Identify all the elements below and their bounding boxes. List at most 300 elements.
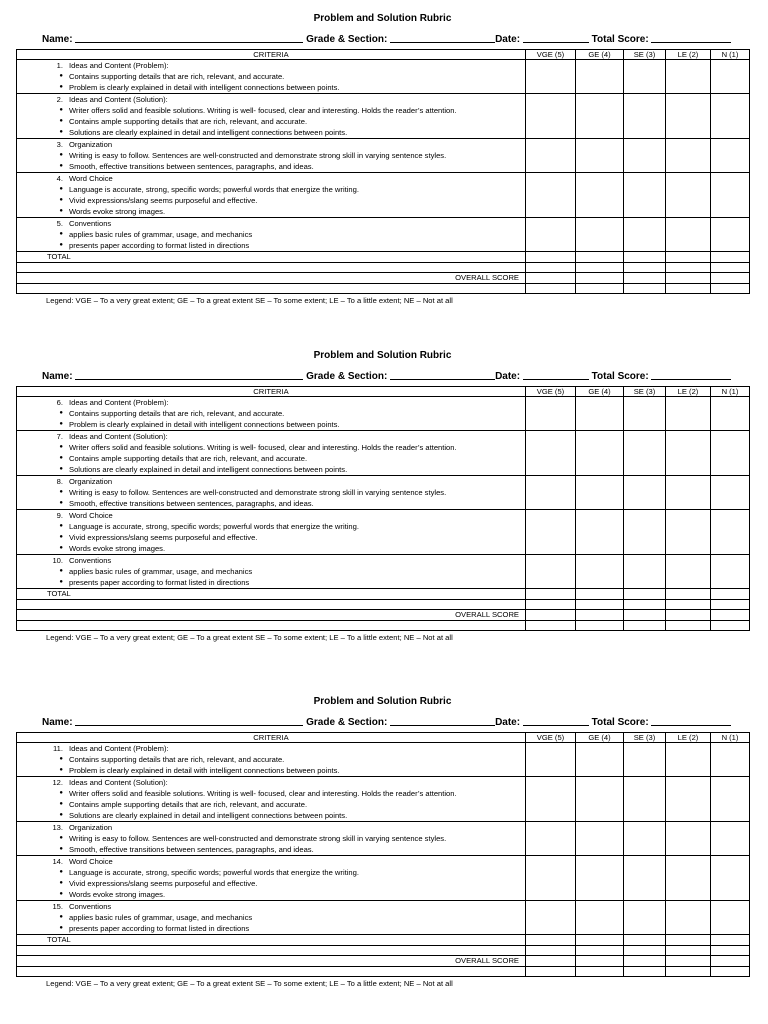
criterion-bullet	[17, 206, 521, 217]
bullet-icon: ●	[59, 107, 63, 113]
score-cell[interactable]	[576, 476, 624, 510]
score-cell[interactable]	[526, 901, 576, 935]
bullet-text: Writing is easy to follow. Sentences are well-constructed and demonstrate strong skill in varying sentence styles.	[69, 488, 447, 497]
column-header-vge: VGE (5)	[526, 387, 576, 397]
score-cell[interactable]	[526, 273, 576, 284]
score-cell[interactable]	[711, 589, 750, 600]
bullet-icon: ●	[59, 914, 63, 920]
score-cell[interactable]	[526, 476, 576, 510]
total-score-label: Total Score:	[591, 717, 649, 728]
score-cell[interactable]	[576, 967, 624, 977]
bullet-text: Writer offers solid and feasible solutions. Writing is well- focused, clear and interesting. Holds the reader’s attention.	[69, 106, 457, 115]
bullet-icon: ●	[59, 523, 63, 529]
total-label: TOTAL	[17, 935, 526, 946]
score-cell[interactable]	[576, 273, 624, 284]
score-cell[interactable]	[576, 555, 624, 589]
score-cell[interactable]	[666, 777, 711, 822]
criterion-heading-text: Organization	[69, 823, 113, 832]
bullet-icon: ●	[59, 801, 63, 807]
score-cell[interactable]	[624, 263, 666, 273]
criterion-heading	[17, 822, 521, 833]
bullet-text: Contains ample supporting details that are rich, relevant, and accurate.	[69, 454, 308, 463]
score-cell[interactable]	[624, 967, 666, 977]
criterion-number: 9.	[56, 511, 63, 520]
score-cell[interactable]	[666, 822, 711, 856]
overall-score-row	[17, 273, 750, 284]
score-cell[interactable]	[624, 610, 666, 621]
score-cell[interactable]	[624, 901, 666, 935]
criteria-cell	[17, 476, 526, 510]
score-cell[interactable]	[576, 777, 624, 822]
score-cell[interactable]	[526, 284, 576, 294]
criterion-heading-text: Word Choice	[69, 857, 113, 866]
criterion-heading	[17, 856, 521, 867]
bullet-text: Vivid expressions/slang seems purposeful and effective.	[69, 196, 258, 205]
criterion-heading	[17, 397, 521, 408]
score-cell[interactable]	[576, 173, 624, 218]
name-blank[interactable]	[75, 369, 303, 380]
date-label: Date:	[495, 371, 521, 382]
bullet-text: Writing is easy to follow. Sentences are well-constructed and demonstrate strong skill in varying sentence styles.	[69, 834, 447, 843]
score-cell[interactable]	[576, 510, 624, 555]
criterion-heading-text: Organization	[69, 477, 113, 486]
bullet-text: Contains ample supporting details that are rich, relevant, and accurate.	[69, 117, 308, 126]
score-cell[interactable]	[526, 777, 576, 822]
bullet-text: applies basic rules of grammar, usage, and mechanics	[69, 567, 253, 576]
score-cell[interactable]	[526, 510, 576, 555]
rubric-table	[16, 386, 750, 631]
grade-section-blank[interactable]	[390, 715, 495, 726]
score-cell[interactable]	[624, 555, 666, 589]
bullet-text: Solutions are clearly explained in detail and intelligent connections between points.	[69, 811, 348, 820]
score-cell[interactable]	[526, 589, 576, 600]
column-header-le: LE (2)	[666, 387, 711, 397]
score-cell[interactable]	[576, 743, 624, 777]
score-cell[interactable]	[666, 263, 711, 273]
criterion-number: 11.	[53, 744, 63, 753]
criteria-cell	[17, 901, 526, 935]
score-cell[interactable]	[711, 218, 750, 252]
bullet-icon: ●	[59, 444, 63, 450]
bullet-icon: ●	[59, 421, 63, 427]
criterion-bullet	[17, 442, 521, 453]
score-cell[interactable]	[624, 284, 666, 294]
score-cell[interactable]	[711, 956, 750, 967]
bullet-text: Problem is clearly explained in detail with intelligent connections between points.	[69, 83, 340, 92]
criteria-cell	[17, 856, 526, 901]
criterion-heading-text: Conventions	[69, 556, 112, 565]
blank-row	[17, 263, 750, 273]
blank-row	[17, 967, 750, 977]
criteria-header: CRITERIA	[17, 733, 526, 743]
bullet-icon: ●	[59, 152, 63, 158]
score-cell[interactable]	[666, 431, 711, 476]
bullet-icon: ●	[59, 500, 63, 506]
score-cell[interactable]	[624, 252, 666, 263]
score-cell[interactable]	[711, 856, 750, 901]
score-cell[interactable]	[711, 901, 750, 935]
criterion-bullet	[17, 127, 521, 138]
bullet-text: Smooth, effective transitions between sentences, paragraphs, and ideas.	[69, 845, 314, 854]
score-cell[interactable]	[576, 856, 624, 901]
score-cell[interactable]	[526, 743, 576, 777]
criteria-cell	[17, 218, 526, 252]
bullet-text: Words evoke strong images.	[69, 890, 166, 899]
score-cell[interactable]	[526, 822, 576, 856]
bullet-icon: ●	[59, 925, 63, 931]
score-cell[interactable]	[576, 600, 624, 610]
bullet-icon: ●	[59, 186, 63, 192]
score-cell[interactable]	[576, 60, 624, 94]
criterion-heading-text: Ideas and Content (Solution):	[69, 432, 168, 441]
criterion-bullet	[17, 195, 521, 206]
score-cell[interactable]	[624, 777, 666, 822]
score-cell[interactable]	[711, 139, 750, 173]
score-cell[interactable]	[624, 946, 666, 956]
score-cell[interactable]	[666, 252, 711, 263]
score-cell[interactable]	[711, 777, 750, 822]
score-cell[interactable]	[711, 743, 750, 777]
bullet-text: Problem is clearly explained in detail with intelligent connections between points.	[69, 766, 340, 775]
criterion-bullet	[17, 105, 521, 116]
date-blank[interactable]	[523, 715, 589, 726]
student-info-line	[42, 369, 749, 383]
blank-cell	[17, 263, 526, 273]
criterion-heading-text: Ideas and Content (Problem):	[69, 744, 169, 753]
score-cell[interactable]	[666, 60, 711, 94]
bullet-icon: ●	[59, 163, 63, 169]
score-cell[interactable]	[711, 60, 750, 94]
criterion-number: 13.	[52, 823, 63, 832]
name-blank[interactable]	[75, 715, 303, 726]
score-cell[interactable]	[624, 94, 666, 139]
score-cell[interactable]	[711, 822, 750, 856]
score-cell[interactable]	[576, 822, 624, 856]
overall-score-label: OVERALL SCORE	[17, 956, 526, 967]
criterion-bullet	[17, 878, 521, 889]
score-cell[interactable]	[576, 610, 624, 621]
score-cell[interactable]	[666, 935, 711, 946]
score-cell[interactable]	[576, 284, 624, 294]
bullet-text: presents paper according to format listed in directions	[69, 578, 250, 587]
score-cell[interactable]	[666, 218, 711, 252]
criteria-cell	[17, 555, 526, 589]
score-cell[interactable]	[526, 856, 576, 901]
criterion-heading-text: Word Choice	[69, 511, 113, 520]
score-cell[interactable]	[624, 476, 666, 510]
bullet-text: Language is accurate, strong, specific words; powerful words that energize the writing.	[69, 185, 359, 194]
criterion-bullet	[17, 867, 521, 878]
column-header-le: LE (2)	[666, 50, 711, 60]
criteria-row	[17, 743, 750, 777]
criterion-number: 10.	[52, 556, 63, 565]
score-cell[interactable]	[624, 173, 666, 218]
score-cell[interactable]	[624, 397, 666, 431]
criterion-bullet	[17, 498, 521, 509]
criteria-cell	[17, 777, 526, 822]
bullet-text: Language is accurate, strong, specific words; powerful words that energize the writing.	[69, 522, 359, 531]
score-cell[interactable]	[624, 510, 666, 555]
score-cell[interactable]	[576, 431, 624, 476]
bullet-text: Writer offers solid and feasible solutions. Writing is well- focused, clear and interesting. Holds the reader’s attention.	[69, 789, 457, 798]
score-cell[interactable]	[666, 600, 711, 610]
score-cell[interactable]	[711, 621, 750, 631]
score-cell[interactable]	[576, 397, 624, 431]
criteria-row	[17, 476, 750, 510]
score-cell[interactable]	[576, 956, 624, 967]
score-cell[interactable]	[576, 901, 624, 935]
criterion-bullet	[17, 889, 521, 900]
score-cell[interactable]	[526, 94, 576, 139]
score-cell[interactable]	[624, 856, 666, 901]
score-cell[interactable]	[711, 273, 750, 284]
bullet-icon: ●	[59, 534, 63, 540]
score-cell[interactable]	[526, 252, 576, 263]
score-cell[interactable]	[576, 263, 624, 273]
criterion-bullet	[17, 799, 521, 810]
criteria-row	[17, 856, 750, 901]
total-score-blank[interactable]	[651, 32, 731, 43]
name-label: Name:	[42, 34, 73, 45]
criteria-cell	[17, 139, 526, 173]
bullet-icon: ●	[59, 846, 63, 852]
score-cell[interactable]	[624, 60, 666, 94]
criterion-bullet	[17, 184, 521, 195]
table-header-row	[17, 387, 750, 397]
score-cell[interactable]	[526, 555, 576, 589]
score-cell[interactable]	[711, 967, 750, 977]
score-cell[interactable]	[624, 218, 666, 252]
rubric-form-1	[16, 12, 749, 306]
score-cell[interactable]	[711, 431, 750, 476]
bullet-text: Writing is easy to follow. Sentences are well-constructed and demonstrate strong skill in varying sentence styles.	[69, 151, 447, 160]
score-cell[interactable]	[624, 600, 666, 610]
criterion-heading-text: Ideas and Content (Solution):	[69, 95, 168, 104]
overall-score-row	[17, 956, 750, 967]
score-cell[interactable]	[711, 173, 750, 218]
score-cell[interactable]	[666, 273, 711, 284]
overall-score-label: OVERALL SCORE	[17, 273, 526, 284]
bullet-icon: ●	[59, 231, 63, 237]
total-label: TOTAL	[17, 589, 526, 600]
score-cell[interactable]	[624, 822, 666, 856]
score-cell[interactable]	[666, 956, 711, 967]
criterion-number: 8.	[56, 477, 63, 486]
column-header-ge: GE (4)	[576, 733, 624, 743]
score-cell[interactable]	[526, 946, 576, 956]
criteria-row	[17, 94, 750, 139]
score-cell[interactable]	[526, 610, 576, 621]
criterion-heading	[17, 173, 521, 184]
total-row	[17, 589, 750, 600]
score-cell[interactable]	[666, 856, 711, 901]
score-cell[interactable]	[666, 621, 711, 631]
score-cell[interactable]	[526, 60, 576, 94]
criterion-bullet	[17, 487, 521, 498]
score-cell[interactable]	[666, 589, 711, 600]
score-cell[interactable]	[711, 935, 750, 946]
score-cell[interactable]	[666, 555, 711, 589]
score-cell[interactable]	[711, 263, 750, 273]
criterion-heading	[17, 510, 521, 521]
blank-cell	[17, 621, 526, 631]
score-cell[interactable]	[624, 139, 666, 173]
score-cell[interactable]	[711, 946, 750, 956]
score-cell[interactable]	[526, 600, 576, 610]
score-cell[interactable]	[666, 901, 711, 935]
score-cell[interactable]	[526, 397, 576, 431]
criterion-number: 1.	[56, 61, 63, 70]
score-cell[interactable]	[711, 610, 750, 621]
criterion-heading	[17, 139, 521, 150]
criteria-cell	[17, 822, 526, 856]
score-cell[interactable]	[526, 621, 576, 631]
score-cell[interactable]	[666, 946, 711, 956]
criterion-bullet	[17, 161, 521, 172]
criterion-heading-text: Conventions	[69, 902, 112, 911]
criteria-row	[17, 431, 750, 476]
bullet-text: Vivid expressions/slang seems purposeful and effective.	[69, 879, 258, 888]
criterion-bullet	[17, 240, 521, 251]
score-cell[interactable]	[526, 956, 576, 967]
score-cell[interactable]	[624, 621, 666, 631]
criteria-header: CRITERIA	[17, 50, 526, 60]
score-cell[interactable]	[711, 476, 750, 510]
score-cell[interactable]	[526, 263, 576, 273]
score-cell[interactable]	[576, 621, 624, 631]
criterion-bullet	[17, 419, 521, 430]
student-info-line	[42, 32, 749, 46]
score-cell[interactable]	[576, 935, 624, 946]
score-cell[interactable]	[711, 94, 750, 139]
blank-cell	[17, 946, 526, 956]
criteria-cell	[17, 173, 526, 218]
score-cell[interactable]	[624, 956, 666, 967]
table-header-row	[17, 733, 750, 743]
legend: Legend: VGE – To a very great extent; GE – To a great extent SE – To some extent; LE – To a little extent; NE – Not at all	[46, 296, 453, 305]
score-cell[interactable]	[711, 510, 750, 555]
score-cell[interactable]	[666, 173, 711, 218]
criteria-row	[17, 510, 750, 555]
score-cell[interactable]	[526, 173, 576, 218]
blank-row	[17, 946, 750, 956]
score-cell[interactable]	[526, 139, 576, 173]
score-cell[interactable]	[576, 252, 624, 263]
criterion-number: 3.	[56, 140, 63, 149]
bullet-text: applies basic rules of grammar, usage, and mechanics	[69, 230, 253, 239]
criteria-cell	[17, 60, 526, 94]
score-cell[interactable]	[711, 397, 750, 431]
bullet-icon: ●	[59, 208, 63, 214]
rubric-table	[16, 49, 750, 294]
bullet-icon: ●	[59, 835, 63, 841]
bullet-icon: ●	[59, 73, 63, 79]
criterion-bullet	[17, 754, 521, 765]
score-cell[interactable]	[576, 94, 624, 139]
score-cell[interactable]	[624, 273, 666, 284]
bullet-icon: ●	[59, 118, 63, 124]
score-cell[interactable]	[711, 284, 750, 294]
score-cell[interactable]	[666, 610, 711, 621]
score-cell[interactable]	[711, 555, 750, 589]
score-cell[interactable]	[624, 431, 666, 476]
score-cell[interactable]	[576, 946, 624, 956]
score-cell[interactable]	[711, 252, 750, 263]
criteria-cell	[17, 431, 526, 476]
score-cell[interactable]	[526, 967, 576, 977]
bullet-icon: ●	[59, 767, 63, 773]
bullet-text: presents paper according to format listed in directions	[69, 241, 250, 250]
score-cell[interactable]	[666, 397, 711, 431]
criterion-heading-text: Organization	[69, 140, 113, 149]
overall-score-label: OVERALL SCORE	[17, 610, 526, 621]
criterion-heading	[17, 476, 521, 487]
criterion-bullet	[17, 577, 521, 588]
column-header-vge: VGE (5)	[526, 50, 576, 60]
blank-row	[17, 621, 750, 631]
score-cell[interactable]	[666, 284, 711, 294]
student-info-line	[42, 715, 749, 729]
score-cell[interactable]	[666, 510, 711, 555]
date-blank[interactable]	[523, 369, 589, 380]
criterion-bullet	[17, 912, 521, 923]
score-cell[interactable]	[526, 935, 576, 946]
score-cell[interactable]	[624, 935, 666, 946]
column-header-ge: GE (4)	[576, 387, 624, 397]
criterion-number: 5.	[56, 219, 63, 228]
column-header-se: SE (3)	[624, 387, 666, 397]
score-cell[interactable]	[576, 218, 624, 252]
criterion-number: 12.	[52, 778, 63, 787]
total-score-blank[interactable]	[651, 715, 731, 726]
score-cell[interactable]	[526, 218, 576, 252]
criterion-heading	[17, 431, 521, 442]
score-cell[interactable]	[624, 589, 666, 600]
criterion-bullet	[17, 543, 521, 554]
bullet-icon: ●	[59, 455, 63, 461]
total-score-blank[interactable]	[651, 369, 731, 380]
criteria-cell	[17, 510, 526, 555]
score-cell[interactable]	[526, 431, 576, 476]
name-label: Name:	[42, 371, 73, 382]
bullet-text: applies basic rules of grammar, usage, and mechanics	[69, 913, 253, 922]
score-cell[interactable]	[711, 600, 750, 610]
criterion-number: 14.	[52, 857, 63, 866]
score-cell[interactable]	[666, 967, 711, 977]
name-label: Name:	[42, 717, 73, 728]
bullet-text: Language is accurate, strong, specific words; powerful words that energize the writing.	[69, 868, 359, 877]
criterion-bullet	[17, 229, 521, 240]
score-cell[interactable]	[666, 476, 711, 510]
score-cell[interactable]	[666, 743, 711, 777]
bullet-icon: ●	[59, 790, 63, 796]
bullet-icon: ●	[59, 410, 63, 416]
total-score-label: Total Score:	[591, 34, 649, 45]
grade-section-blank[interactable]	[390, 32, 495, 43]
name-blank[interactable]	[75, 32, 303, 43]
grade-section-blank[interactable]	[390, 369, 495, 380]
score-cell[interactable]	[576, 139, 624, 173]
score-cell[interactable]	[666, 139, 711, 173]
score-cell[interactable]	[666, 94, 711, 139]
date-blank[interactable]	[523, 32, 589, 43]
bullet-text: Contains supporting details that are rich, relevant, and accurate.	[69, 409, 285, 418]
rubric-form-2	[16, 349, 749, 643]
score-cell[interactable]	[624, 743, 666, 777]
criterion-heading	[17, 555, 521, 566]
criterion-bullet	[17, 464, 521, 475]
score-cell[interactable]	[576, 589, 624, 600]
